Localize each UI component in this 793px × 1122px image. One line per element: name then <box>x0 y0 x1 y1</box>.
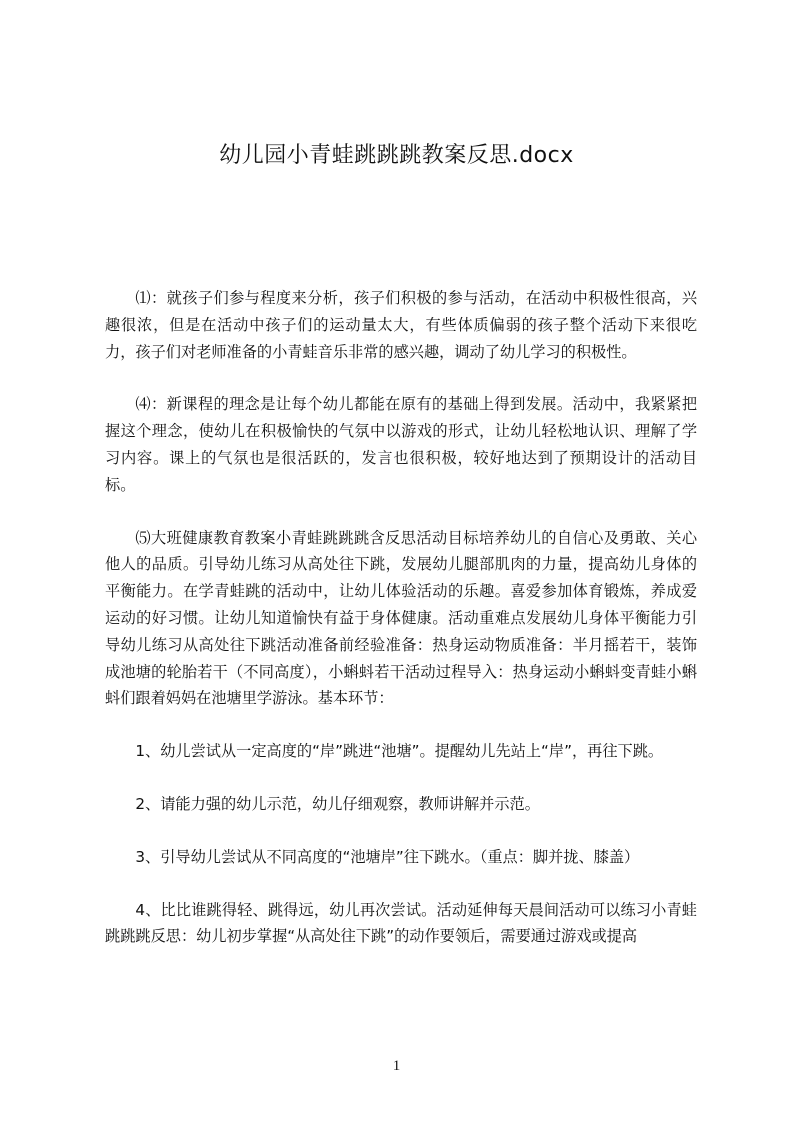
paragraph: 3、引导幼儿尝试从不同高度的“池塘岸”往下跳水。（重点：脚并拢、膝盖） <box>135 847 640 866</box>
document-body <box>105 285 697 976</box>
paragraph: ⑴：就孩子们参与程度来分析，孩子们积极的参与活动，在活动中积极性很高，兴趣很浓，但是在活动中孩子们的运动量太大，有些体质偏弱的孩子整个活动下来很吃力，孩子们对老师准备的小青蛙音乐非常的感兴趣，调动了幼儿学习的积极性。 <box>105 289 697 361</box>
page-number: 1 <box>392 1058 401 1074</box>
paragraph: ⑸大班健康教育教案小青蛙跳跳跳含反思活动目标培养幼儿的自信心及勇敢、关心他人的品质。引导幼儿练习从高处往下跳，发展幼儿腿部肌肉的力量，提高幼儿身体的平衡能力。在学青蛙跳的活动中，让幼儿体验活动的乐趣。喜爱参加体育锻炼，养成爱运动的好习惯。让幼儿知道愉快有益于身体健康。活动重难点发展幼儿身体平衡能力引导幼儿练习从高处往下跳活动准备前经验准备：热身运动物质准备：半月摇若干，装饰成池塘的轮胎若干（不同高度），小蝌蚪若干活动过程导入：热身运动小蝌蚪变青蛙小蝌蚪们跟着妈妈在池塘里学游泳。基本环节： <box>105 528 697 708</box>
document-title: 幼儿园小青蛙跳跳跳教案反思.docx <box>219 143 574 168</box>
paragraph: 4、比比谁跳得轻、跳得远，幼儿再次尝试。活动延伸每天晨间活动可以练习小青蛙跳跳跳反思：幼儿初步掌握“从高处往下跳”的动作要领后，需要通过游戏或提高 <box>105 900 697 946</box>
paragraph: ⑷：新课程的理念是让每个幼儿都能在原有的基础上得到发展。活动中，我紧紧把握这个理念，使幼儿在积极愉快的气氛中以游戏的形式，让幼儿轻松地认识、理解了学习内容。课上的气氛也是很活跃的，发言也很积极，较好地达到了预期设计的活动目标。 <box>105 395 697 494</box>
paragraph: 1、幼儿尝试从一定高度的“岸”跳进“池塘”。提醒幼儿先站上“岸”，再往下跳。 <box>135 742 664 761</box>
paragraph: 2、请能力强的幼儿示范，幼儿仔细观察，教师讲解并示范。 <box>135 794 540 813</box>
